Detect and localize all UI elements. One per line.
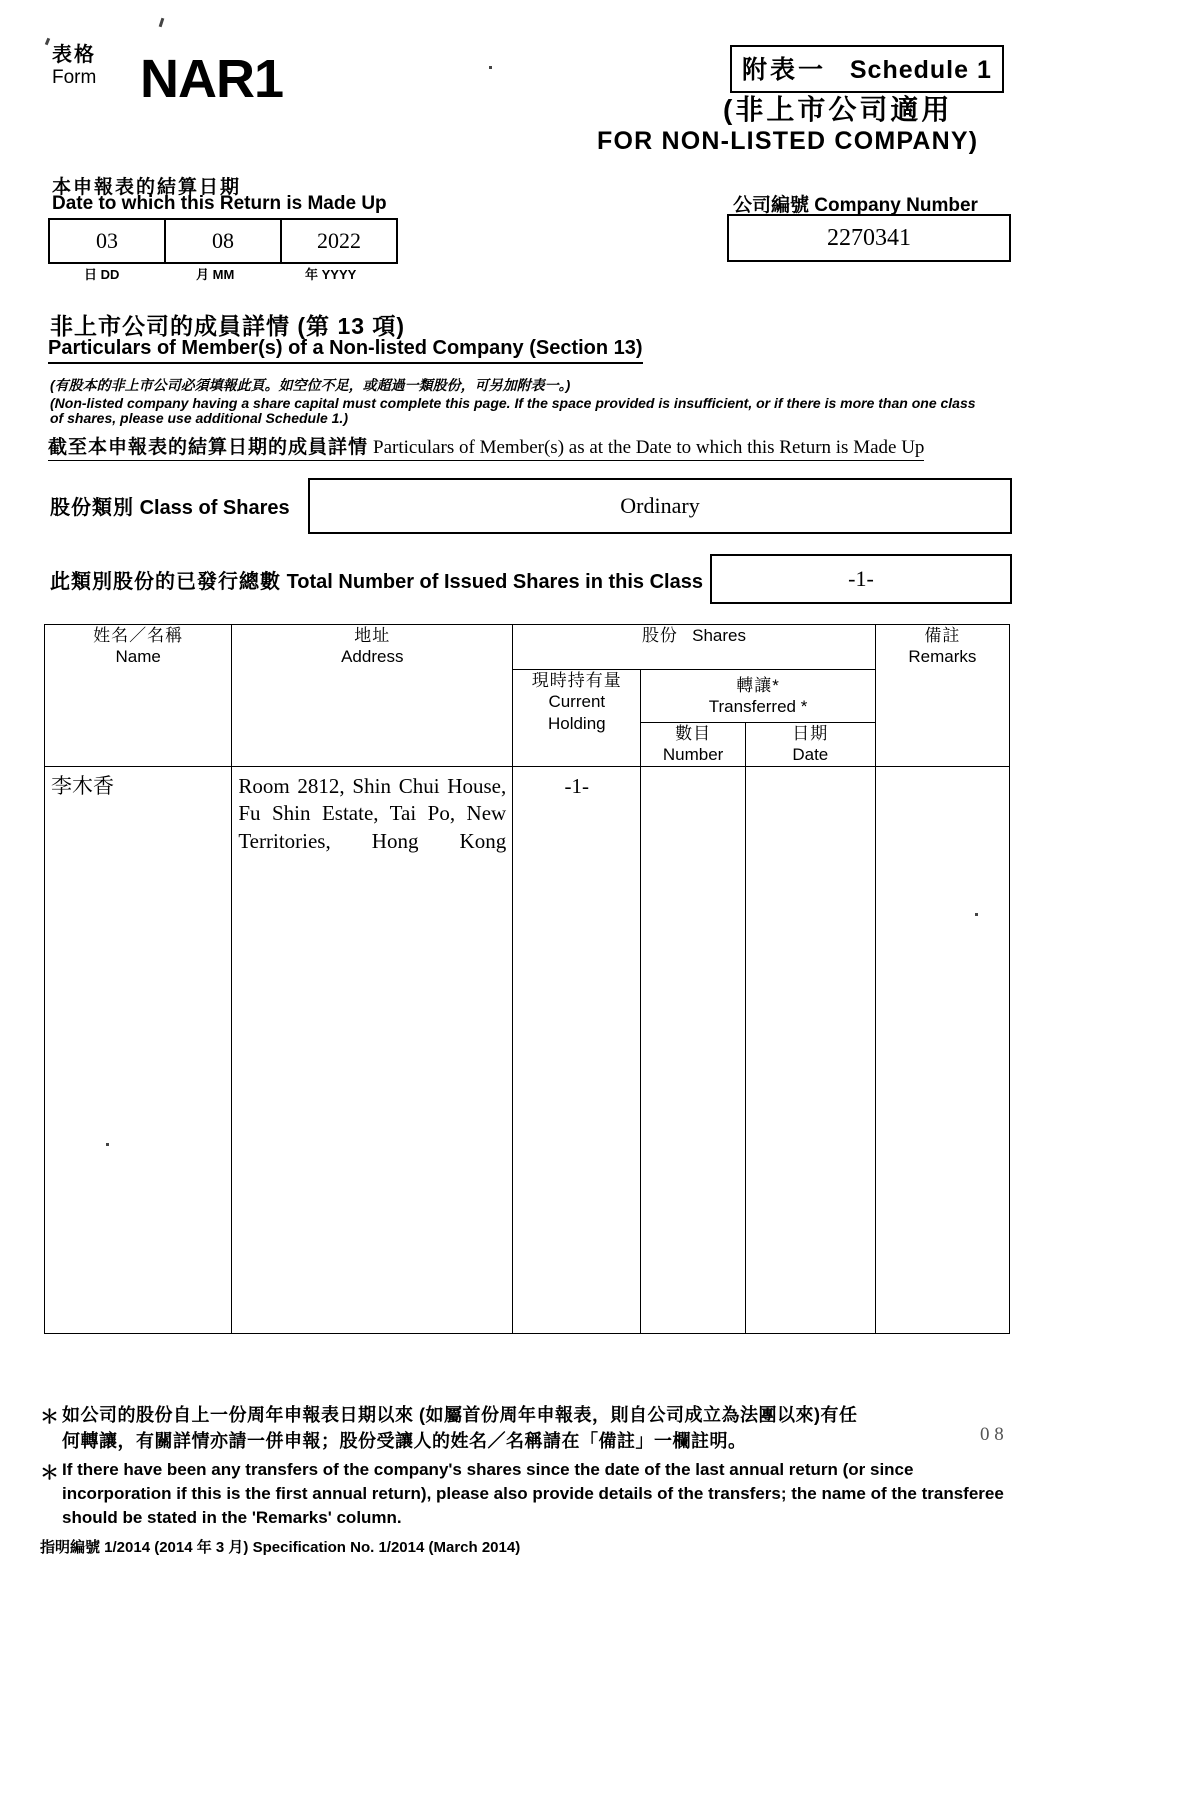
date-year-cell[interactable]: 2022 xyxy=(281,219,397,263)
table-row xyxy=(45,766,1010,1333)
date-day-cell[interactable]: 03 xyxy=(96,228,118,253)
footnote-cn-line2: 何轉讓，有關詳情亦請一併申報；股份受讓人的姓名／名稱請在「備註」一欄註明。 xyxy=(62,1431,747,1452)
col-header-current-holding-cn: 現時持有量 xyxy=(531,671,622,690)
schedule-subtitle-en: FOR NON-LISTED COMPANY) xyxy=(597,127,979,155)
form-label-en: Form xyxy=(52,67,97,88)
col-header-transferred xyxy=(641,670,875,723)
class-of-shares-value[interactable]: Ordinary xyxy=(308,478,1012,534)
col-header-remarks xyxy=(875,625,1009,767)
members-table-head xyxy=(45,625,1010,767)
footnote-cn xyxy=(40,1402,1010,1454)
cell-member-transferred-number[interactable] xyxy=(641,766,745,1333)
cell-member-transferred-date[interactable] xyxy=(745,766,875,1333)
schedule-box xyxy=(730,45,1004,93)
table-header-row-1 xyxy=(45,625,1010,670)
scan-stamp-mark: 0 8 xyxy=(980,1424,1004,1445)
date-month-caption: 月 MM xyxy=(196,267,235,282)
member-transferred-number-value xyxy=(641,767,744,773)
footnote-en-line1: If there have been any transfers of the company's shares since the date of the last annual return (or since xyxy=(62,1460,914,1480)
col-header-shares-group xyxy=(513,625,876,670)
as-at-cn: 截至本申報表的結算日期的成員詳情 xyxy=(48,437,369,458)
total-issued-label xyxy=(50,565,703,594)
footnote-star-icon-2: ＊ xyxy=(40,1463,60,1485)
scan-speck xyxy=(489,66,492,69)
cell-member-current-holding[interactable] xyxy=(513,766,641,1333)
col-header-name-cn: 姓名／名稱 xyxy=(93,626,184,645)
class-of-shares-label-en: Class of Shares xyxy=(139,497,290,519)
section-title-en: Particulars of Member(s) of a Non-listed Company (Section 13) xyxy=(48,337,643,364)
cell-member-address[interactable] xyxy=(232,766,513,1333)
section-title-cn: 非上市公司的成員詳情 (第 13 項) xyxy=(50,313,406,339)
col-header-name xyxy=(45,625,232,767)
col-header-current-holding-en2: Holding xyxy=(547,713,606,733)
section-note-en-line2: of shares, please use additional Schedule 1.) xyxy=(50,410,348,426)
as-at-line xyxy=(48,432,924,461)
form-code: NAR1 xyxy=(140,49,284,109)
col-header-transferred-en: Transferred * xyxy=(708,697,808,716)
scan-speck xyxy=(45,38,50,46)
footnote-cn-line1: 如公司的股份自上一份周年申報表日期以來 (如屬首份周年申報表，則自公司成立為法團以來)有任 xyxy=(62,1405,858,1425)
date-made-up-table xyxy=(48,218,398,264)
form-label-block xyxy=(52,44,96,89)
date-made-up-label-en: Date to which this Return is Made Up xyxy=(52,193,387,214)
col-header-remarks-cn: 備註 xyxy=(924,626,961,645)
date-month-cell[interactable]: 08 xyxy=(165,219,281,263)
col-header-shares-cn: 股份 xyxy=(641,626,678,645)
section-note-cn: (有股本的非上市公司必須填報此頁。如空位不足，或超過一類股份，可另加附表一。) xyxy=(50,377,571,393)
total-issued-label-en: Total Number of Issued Shares in this Class xyxy=(286,571,703,593)
schedule-box-en: Schedule 1 xyxy=(849,56,992,84)
col-header-address-cn: 地址 xyxy=(354,626,391,645)
class-of-shares-label xyxy=(50,491,290,520)
scan-speck xyxy=(159,18,165,27)
date-year-caption: 年 YYYY xyxy=(305,267,357,282)
member-transferred-date-value xyxy=(746,767,875,773)
class-of-shares-label-cn: 股份類別 xyxy=(50,497,134,519)
footnote-en xyxy=(40,1458,1010,1530)
schedule-box-cn: 附表一 xyxy=(742,56,827,84)
specification-number: 指明編號 1/2014 (2014 年 3 月) Specification No. 1/2014 (March 2014) xyxy=(40,1539,521,1556)
schedule-subtitle-cn: (非上市公司適用 xyxy=(723,94,953,125)
as-at-en: Particulars of Member(s) as at the Date to which this Return is Made Up xyxy=(373,437,925,458)
footnote-star-icon: ＊ xyxy=(40,1407,60,1428)
col-header-current-holding xyxy=(513,670,641,767)
col-header-current-holding-en1: Current xyxy=(548,692,606,712)
col-header-transferred-number-cn: 數目 xyxy=(675,724,712,743)
col-header-transferred-number xyxy=(641,723,745,767)
section-note-en-line1: (Non-listed company having a share capital must complete this page. If the space provided is insufficient, or if there is more than one class xyxy=(50,395,976,411)
footnotes xyxy=(40,1402,1010,1535)
col-header-address xyxy=(232,625,513,767)
members-table-body xyxy=(45,766,1010,1333)
member-remarks-value xyxy=(876,767,1009,773)
col-header-transferred-date-cn: 日期 xyxy=(792,724,829,743)
col-header-transferred-cn: 轉讓* xyxy=(736,675,780,695)
cell-member-remarks[interactable] xyxy=(875,766,1009,1333)
cell-member-name[interactable] xyxy=(45,766,232,1333)
col-header-shares-en: Shares xyxy=(692,626,747,645)
table-row xyxy=(49,219,397,263)
company-number-label: 公司編號 Company Number xyxy=(733,195,978,216)
members-table xyxy=(44,624,1010,1334)
col-header-remarks-en: Remarks xyxy=(908,647,977,667)
col-header-name-en: Name xyxy=(115,647,161,667)
date-day-caption: 日 DD xyxy=(84,267,120,282)
footnote-en-line3: should be stated in the 'Remarks' column. xyxy=(62,1508,402,1528)
company-number-value[interactable]: 2270341 xyxy=(727,214,1011,262)
col-header-transferred-number-en: Number xyxy=(662,745,724,765)
footnote-en-line2: incorporation if this is the first annual return), please also provide details of the transfers; the name of the transferee xyxy=(62,1484,1004,1504)
total-issued-value[interactable]: -1- xyxy=(710,554,1012,604)
form-label-cn: 表格 xyxy=(52,44,96,66)
col-header-transferred-date xyxy=(745,723,875,767)
col-header-transferred-date-en: Date xyxy=(792,745,829,765)
member-address-value: Room 2812, Shin Chui House, Fu Shin Estate, Tai Po, New Territories, Hong Kong xyxy=(238,773,507,853)
col-header-address-en: Address xyxy=(341,647,404,667)
member-current-holding-value: -1- xyxy=(564,773,590,798)
date-made-up-label-cn: 本申報表的結算日期 xyxy=(52,177,242,198)
total-issued-label-cn: 此類別股份的已發行總數 xyxy=(50,571,281,593)
member-name-value: 李木香 xyxy=(51,773,114,798)
